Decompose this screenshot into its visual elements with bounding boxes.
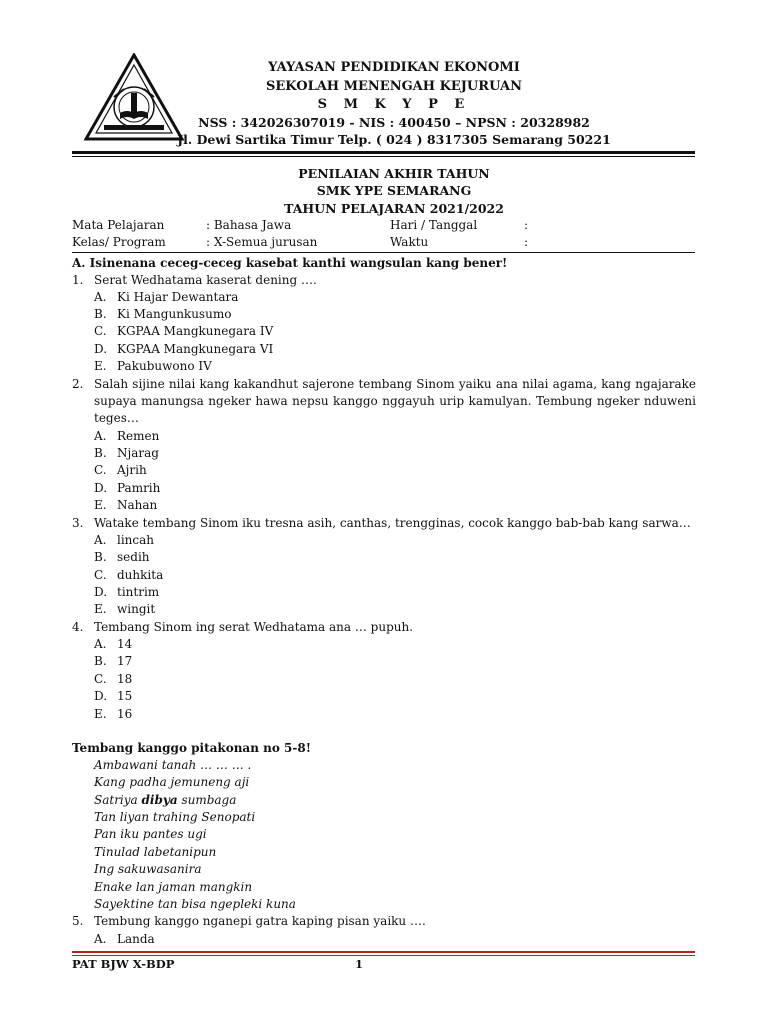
option-letter: C. [94, 324, 107, 338]
class-label: Kelas/ Program [72, 235, 166, 249]
poem-line: Sayektine tan bisa ngepleki kuna [94, 897, 296, 911]
question-text: Tembang Sinom ing serat Wedhatama ana … pupuh. [94, 620, 414, 634]
poem-line: Ambawani tanah … … … . [94, 758, 252, 772]
option-letter: A. [94, 290, 107, 304]
subject-label: Mata Pelajaran [72, 218, 165, 232]
option-letter: C. [94, 672, 107, 686]
question-number: 4. [72, 620, 84, 634]
option-text: sedih [117, 550, 150, 564]
question-number: 2. [72, 377, 84, 391]
option-text: 18 [117, 672, 133, 686]
question-text: Serat Wedhatama kaserat dening …. [94, 273, 317, 287]
date-label: Hari / Tanggal [390, 218, 478, 232]
option-letter: A. [94, 637, 107, 651]
question-number: 1. [72, 273, 84, 287]
time-label: Waktu [390, 235, 429, 249]
poem-line: Ing sakuwasanira [94, 862, 202, 876]
option-text: Pamrih [117, 481, 161, 495]
option-letter: D. [94, 481, 108, 495]
info-divider [72, 252, 695, 253]
passage-heading: Tembang kanggo pitakonan no 5-8! [72, 741, 311, 755]
header-divider-thick [72, 151, 695, 154]
school-name: SEKOLAH MENENGAH KEJURUAN [266, 79, 522, 94]
option-letter: B. [94, 446, 107, 460]
poem-line [94, 792, 236, 809]
option-text: Ki Mangunkusumo [117, 307, 232, 321]
option-text: Ajrih [117, 463, 147, 477]
option-letter: D. [94, 585, 108, 599]
exam-school: SMK YPE SEMARANG [316, 183, 472, 198]
header-divider-thin [72, 156, 695, 157]
question-number: 5. [72, 914, 84, 928]
question-number: 3. [72, 516, 84, 530]
option-letter: E. [94, 602, 107, 616]
option-text: Remen [117, 429, 160, 443]
option-text: wingit [117, 602, 156, 616]
page-number: 1 [355, 957, 364, 971]
exam-title: PENILAIAN AKHIR TAHUN [298, 166, 490, 181]
option-text: duhkita [117, 568, 164, 582]
option-letter: A. [94, 932, 107, 946]
poem-line: Tinulad labetanipun [94, 845, 217, 859]
option-letter: D. [94, 342, 108, 356]
option-letter: A. [94, 533, 107, 547]
poem-line: Enake lan jaman mangkin [94, 880, 253, 894]
option-text: Njarag [117, 446, 159, 460]
poem-bold-word: dibya [141, 793, 178, 807]
question-text: Watake tembang Sinom iku tresna asih, canthas, trengginas, cocok kanggo bab-bab kang sarwa… [94, 516, 691, 530]
option-text: KGPAA Mangkunegara VI [117, 342, 274, 356]
date-value: : [524, 218, 529, 232]
foundation-name: YAYASAN PENDIDIKAN EKONOMI [268, 60, 520, 75]
school-ids: NSS : 342026307019 - NIS : 400450 – NPSN : 20328982 [198, 115, 590, 130]
option-letter: E. [94, 707, 107, 721]
option-letter: B. [94, 550, 107, 564]
option-letter: E. [94, 359, 107, 373]
footer-code: PAT BJW X-BDP [72, 957, 175, 971]
time-value: : [524, 235, 529, 249]
option-letter: C. [94, 463, 107, 477]
option-letter: B. [94, 307, 107, 321]
option-text: 14 [117, 637, 133, 651]
option-text: 15 [117, 689, 133, 703]
option-text: KGPAA Mangkunegara IV [117, 324, 274, 338]
school-short-name: S M K Y P E [317, 97, 471, 112]
question-text: Salah sijine nilai kang kakandhut sajerone tembang Sinom yaiku ana nilai agama, kang ngajarake [94, 377, 696, 391]
question-text: supaya manungsa ngeker hawa nepsu kanggo nggayuh urip kamulyan. Tembung ngeker nduweni [94, 394, 696, 408]
class-value: : X-Semua jurusan [206, 235, 318, 249]
option-letter: D. [94, 689, 108, 703]
poem-line: Pan iku pantes ugi [94, 827, 207, 841]
option-text: Pakubuwono IV [117, 359, 212, 373]
exam-year: TAHUN PELAJARAN 2021/2022 [284, 201, 504, 216]
footer-divider-thin [72, 955, 695, 956]
option-text: Landa [117, 932, 155, 946]
option-text: tintrim [117, 585, 160, 599]
section-a-instruction: A. Isinenana ceceg-ceceg kasebat kanthi wangsulan kang bener! [72, 256, 508, 270]
option-letter: C. [94, 568, 107, 582]
school-address: Jl. Dewi Sartika Timur Telp. ( 024 ) 8317305 Semarang 50221 [177, 132, 611, 147]
question-text: Tembung kanggo nganepi gatra kaping pisan yaiku …. [94, 914, 426, 928]
poem-line: Tan liyan trahing Senopati [94, 810, 256, 824]
subject-value: : Bahasa Jawa [206, 218, 292, 232]
footer-divider [72, 951, 695, 953]
poem-line-end: sumbaga [177, 793, 237, 807]
option-text: Ki Hajar Dewantara [117, 290, 239, 304]
option-text: lincah [117, 533, 155, 547]
question-text: teges… [94, 411, 139, 425]
option-letter: E. [94, 498, 107, 512]
poem-line: Kang padha jemuneng aji [94, 775, 250, 789]
option-text: Nahan [117, 498, 158, 512]
option-letter: A. [94, 429, 107, 443]
option-text: 16 [117, 707, 133, 721]
poem-line-start: Satriya [94, 793, 142, 807]
option-letter: B. [94, 654, 107, 668]
option-text: 17 [117, 654, 133, 668]
